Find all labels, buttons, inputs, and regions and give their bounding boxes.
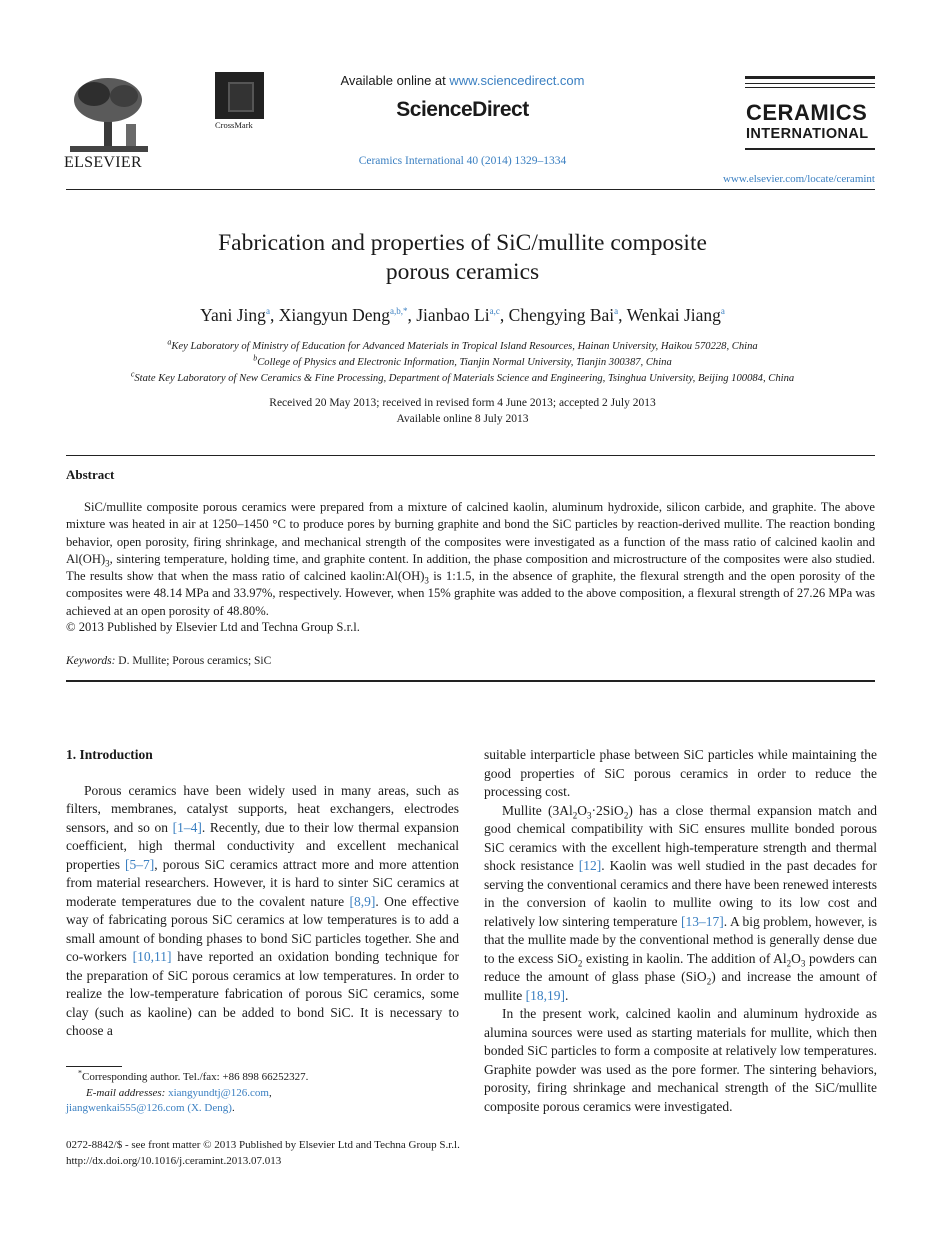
front-matter-line: 0272-8842/$ - see front matter © 2013 Published by Elsevier Ltd and Techna Group S.r.l. (66, 1139, 460, 1151)
citation-link[interactable]: [8,9] (349, 893, 376, 909)
received-dates: Received 20 May 2013; received in revised form 4 June 2013; accepted 2 July 2013 (269, 397, 656, 409)
abstract-copyright: © 2013 Published by Elsevier Ltd and Techna Group S.r.l. (66, 620, 360, 634)
affiliation-c: $^c$State Key Laboratory of New Ceramics & Fine Processing, Department of Materials Science and Engineering, Tsinghua University, Beijing 100084, China (130, 369, 795, 384)
citation-link[interactable]: [10,11] (132, 949, 172, 964)
left-column (66, 746, 459, 1041)
journal-name-line2: INTERNATIONAL (746, 126, 869, 142)
journal-citation[interactable]: Ceramics International 40 (2014) 1329–1334 (358, 155, 567, 167)
section-heading: 1. Introduction (66, 747, 153, 762)
affiliation-b: $^b$College of Physics and Electronic Information, Tianjin Normal University, Tianjin 300387, China (253, 353, 672, 368)
author: Wenkai Jiang$^a$ (626, 305, 725, 325)
citation-link[interactable]: [5–7] (125, 856, 155, 872)
elsevier-wordmark: ELSEVIER (64, 154, 142, 171)
keywords (66, 655, 271, 667)
crossmark-label: CrossMark (215, 120, 253, 130)
keywords-list: D. Mullite; Porous ceramics; SiC (115, 655, 272, 667)
title-line-2: porous ceramics (385, 259, 540, 285)
abstract-body: SiC/mullite composite porous ceramics were prepared from a mixture of calcined kaolin, aluminum hydroxide, silicon carbide, and graphite. The above mixture was heated in air at 1250–1450 °C to produce pores by burning graphite and bond the SiC particles by reaction-derived mullite. The reaction bonding behavior, open porosity, firing shrinkage, and mechanical strength of the composites were investigated as a function of the mass ratio of calcined kaolin and $Al(OH)_3$, sintering temperature, holding time, and graphite content. In addition, the phase composition and microstructure of the composites were also studied. The results show that when the mass ratio of calcined $kaolin:Al(OH)_3$ is 1:1.5, in the absence of graphite, the flexural strength and the open porosity of the composites were 48.14 MPa and 33.97%, respectively. However, when 15% graphite was added to the above composition, a flexural strength of 27.26 MPa was achieved at an open porosity of 48.80%. (66, 500, 875, 618)
citation-link[interactable]: [1–4] (172, 819, 202, 835)
title-line-1: Fabrication and properties of SiC/mullite composite (218, 230, 707, 256)
citation-link[interactable]: [13–17] (681, 913, 724, 929)
available-online: Available online at www.sciencedirect.com (340, 73, 585, 88)
right-column (484, 746, 877, 1116)
citation-link[interactable]: [12] (578, 858, 602, 873)
journal-name-line1: CERAMICS (746, 100, 868, 125)
author: Xiangyun Deng$^{a,b,*}$, (278, 305, 417, 325)
intro-paragraph-4: In the present work, calcined kaolin and aluminum hydroxide as alumina sources were used as starting materials for mullite, which then bonded SiC particles to form a composite at relatively low temperatures. Graphite powder was used as the pore former. The sintering behaviors, porosity, firing shrinkage and mechanical strength of the SiC/mullite composite porous ceramics were investigated. (484, 1006, 877, 1114)
email-addresses: E-mail addresses: xiangyundtj@126.com, (86, 1086, 272, 1099)
keywords-label: Keywords: (66, 655, 116, 667)
sciencedirect-logo: ScienceDirect (396, 98, 529, 121)
journal-rule-thin (745, 83, 875, 84)
footnote-rule (66, 1066, 122, 1067)
author: Jianbao Li$^{a,c}$, (416, 305, 509, 325)
header-rule (66, 189, 875, 190)
author: Chengying Bai$^a$, (508, 305, 627, 325)
email-link[interactable]: jiangwenkai555@126.com (X. Deng) (66, 1102, 232, 1114)
intro-paragraph-3: Mullite $(3Al_2O_3\cdot 2SiO_2)$ has a close thermal expansion match and good chemical compatibility with SiC ensures mullite bonded porous SiC ceramics with the excellent high-temperature strength and thermal shock resistance [12]. Kaolin was well studied in the past decades for serving the conventional ceramics and there have been renewed interests in the conversion of kaolin to mullite owing to its low cost and relatively low sintering temperature [13–17]. A big problem, however, is that the mullite made by the conventional method is generally dense due to the excess SiO$_2$ existing in kaolin. The addition of $Al_2O_3$ powders can reduce the amount of glass phase (SiO$_2$) and increase the amount of mullite [18,19]. (484, 802, 878, 1003)
affiliation-a: $^a$Key Laboratory of Ministry of Education for Advanced Materials in Tropical Island Resources, Hainan University, Haikou 570228, China (167, 337, 758, 352)
journal-rule-thick (745, 76, 875, 79)
intro-paragraph-2: suitable interparticle phase between SiC particles while maintaining the good properties of SiC porous ceramics in order to reduce the processing cost. (484, 747, 877, 799)
article-title (0, 229, 925, 287)
abstract-top-rule (66, 455, 875, 456)
journal-rule-thin-2 (745, 87, 875, 88)
available-online-date: Available online 8 July 2013 (396, 413, 529, 425)
abstract-bottom-rule (66, 680, 875, 682)
citation-link[interactable]: [18,19] (525, 987, 565, 1003)
author: Yani Jing$^a$, (200, 305, 279, 325)
sciencedirect-link[interactable]: www.sciencedirect.com (449, 73, 585, 88)
journal-url[interactable]: www.elsevier.com/locate/ceramint (722, 173, 875, 185)
author-list (0, 305, 925, 326)
journal-rule-bottom (745, 148, 875, 150)
footnote: *Corresponding author. Tel./fax: +86 898 66252327. E-mail addresses: xiangyundtj@126.com, jiangwenkai555@126.com (X. Deng). (66, 1070, 459, 1117)
email-link[interactable]: xiangyundtj@126.com (168, 1086, 269, 1099)
abstract-heading: Abstract (66, 467, 115, 482)
corresponding-author: *Corresponding author. Tel./fax: +86 898 66252327. (78, 1068, 309, 1083)
doi-line[interactable]: http://dx.doi.org/10.1016/j.ceramint.2013.07.013 (66, 1155, 282, 1167)
intro-paragraph-1: Porous ceramics have been widely used in many areas, such as filters, membranes, catalyst supports, heat exchangers, electrodes sensors, and so on [1–4]. Recently, due to their low thermal expansion coefficient, high thermal conductivity and excellent mechanical properties [5–7], porous SiC ceramics attract more and more attention from material researchers. However, it is hard to sinter SiC ceramics at moderate temperatures due to the covalent nature [8,9]. One effective way of fabricating porous SiC ceramics at low temperatures is to add a small amount of bonding phases to bond SiC particles together. She and co-workers [10,11] have reported an oxidation bonding technique for the preparation of SiC porous ceramics at low temperatures. In order to realize the low-temperature fabrication of porous SiC ceramics, some clay (such as kaoline) can be added to bond SiC. It is necessary to choose a (66, 782, 460, 1038)
